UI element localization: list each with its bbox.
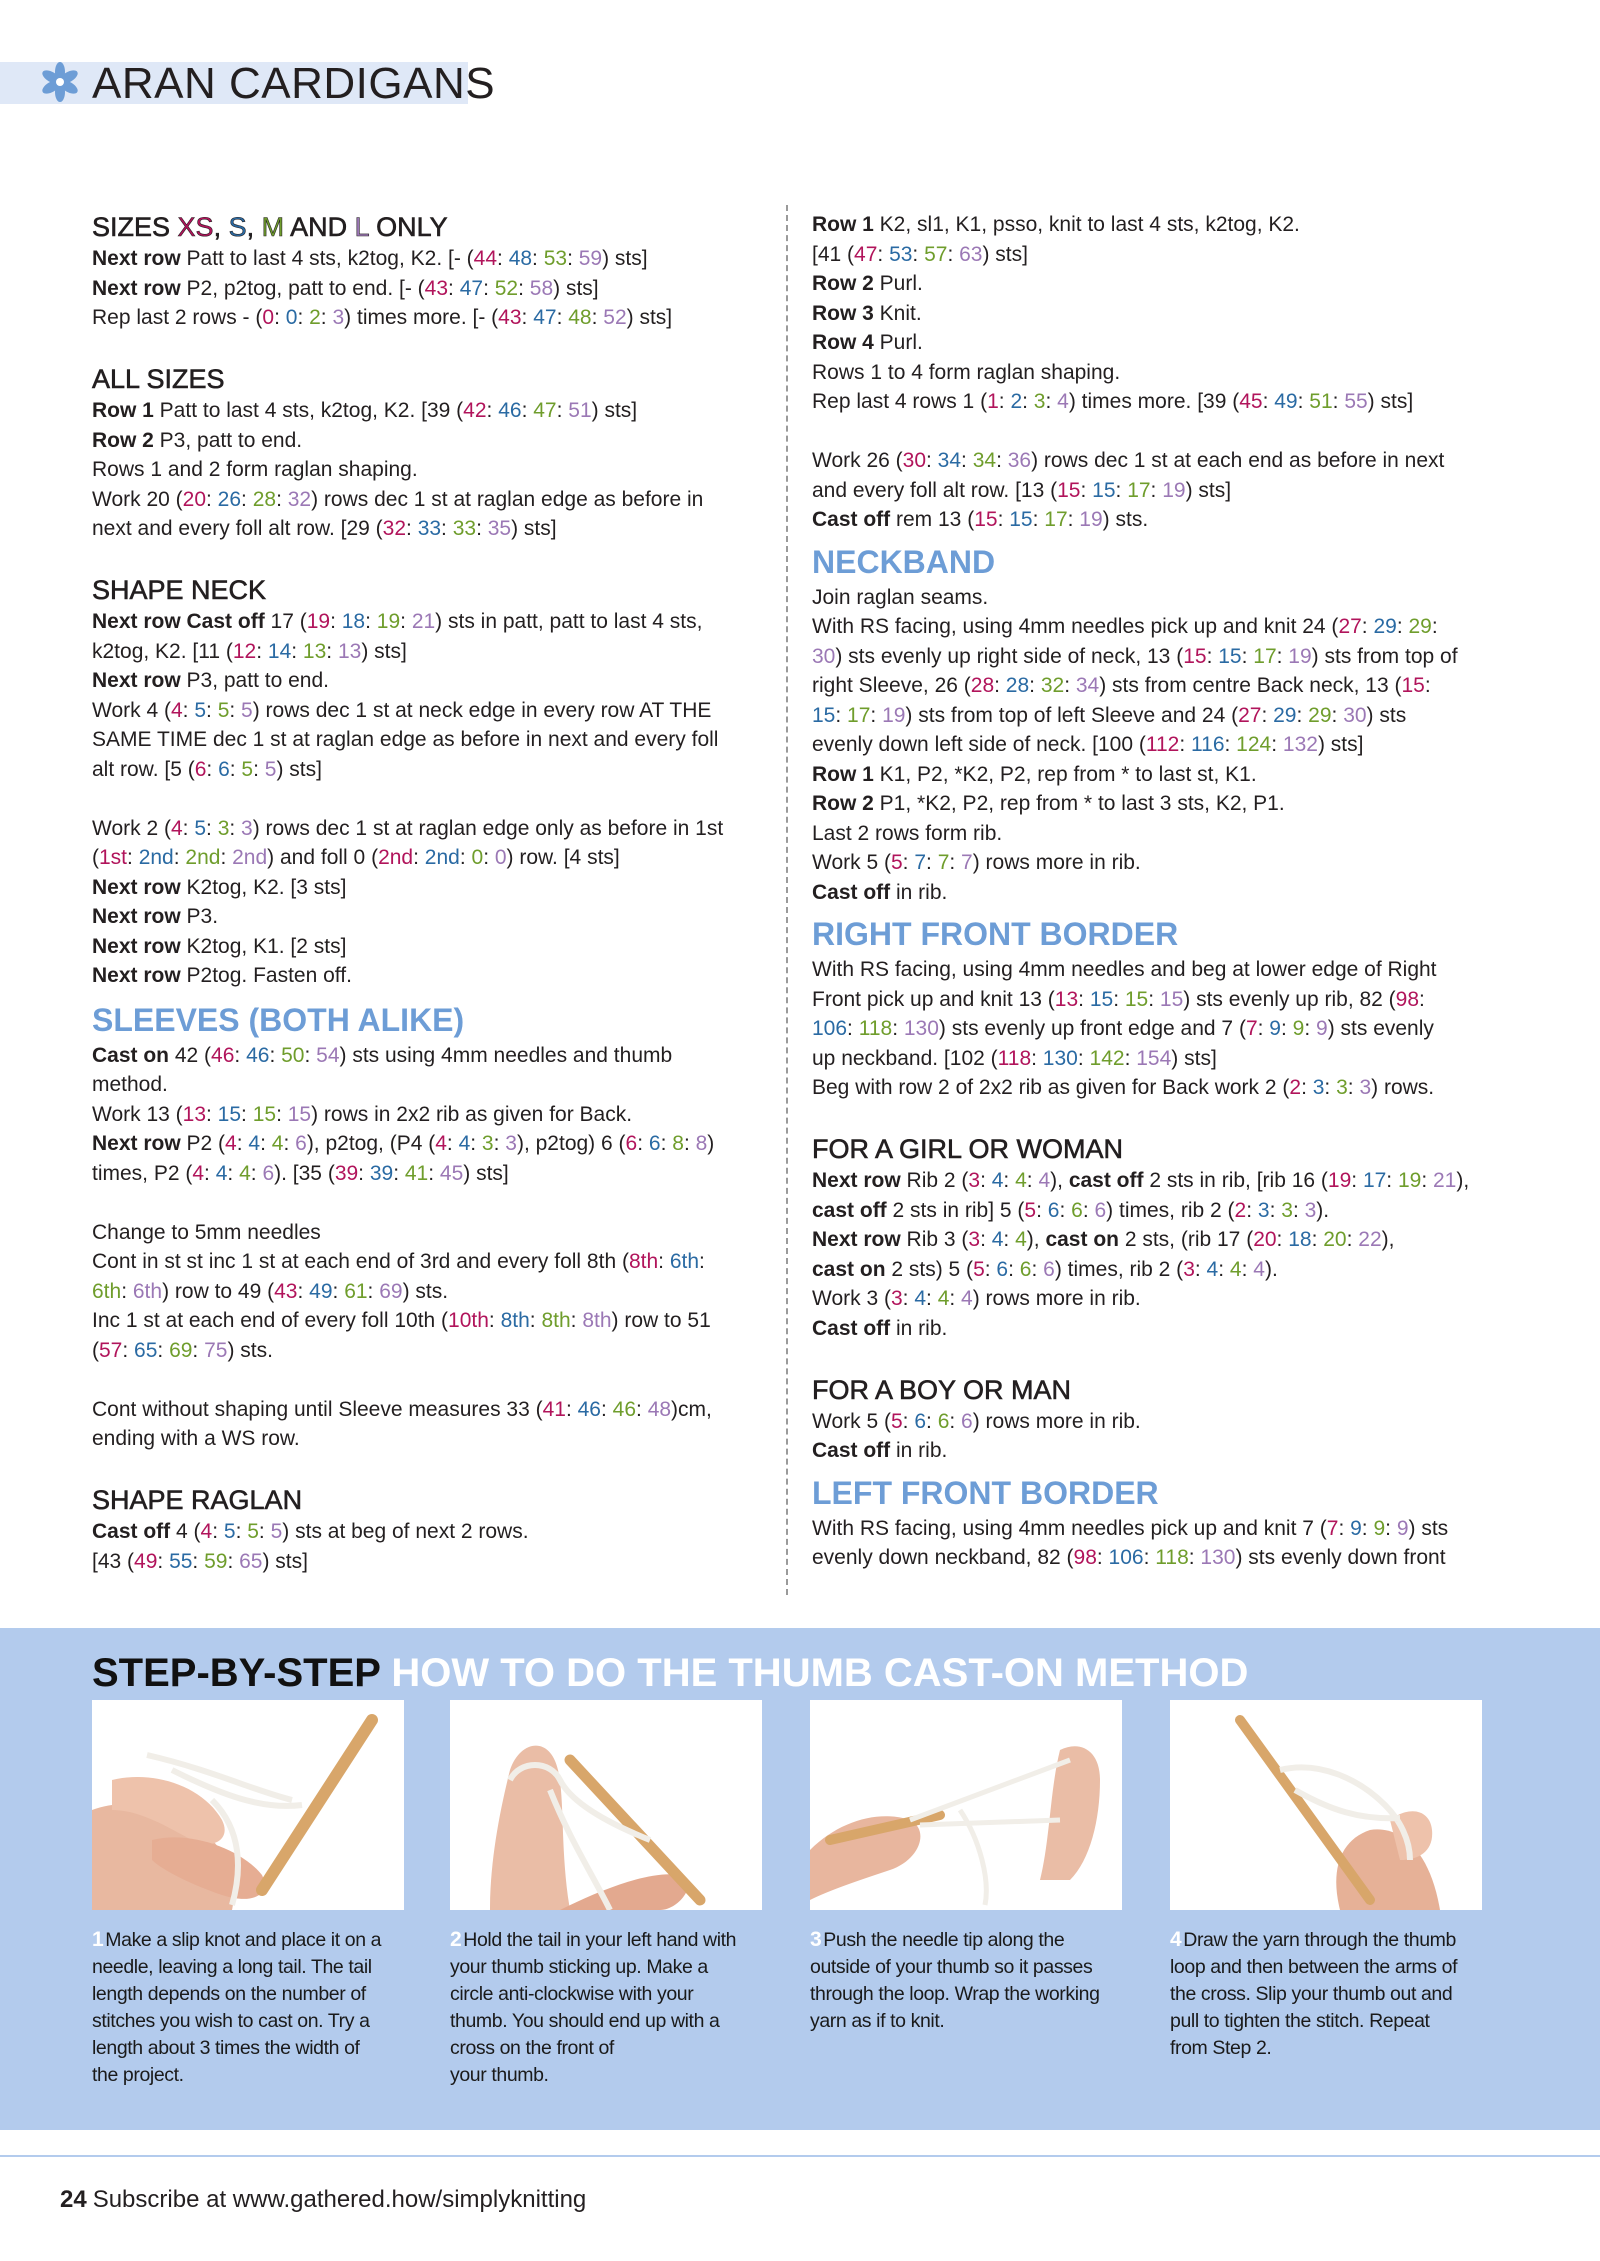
pattern-line: next and every foll alt row. [29 (32: 33: 33: 35) sts] xyxy=(92,517,557,540)
asterisk-flower-icon xyxy=(38,60,82,104)
heading-sleeves: SLEEVES (BOTH ALIKE) xyxy=(92,1001,465,1038)
page-title: ARAN CARDIGANS xyxy=(92,59,496,108)
pattern-line: Work 3 (3: 4: 4: 4) rows more in rib. xyxy=(812,1287,1141,1310)
pattern-line: Cont in st st inc 1 st at each end of 3rd and every foll 8th (8th: 6th: xyxy=(92,1250,705,1273)
pattern-line: Cast off in rib. xyxy=(812,880,948,904)
pattern-line: SAME TIME dec 1 st at raglan edge as before in next and every foll xyxy=(92,728,719,751)
step-3-text: 3 Push the needle tip along the outside of your thumb so it passes through the loop. Wrap the working yarn as if to knit. xyxy=(810,1928,1100,2032)
pattern-line: Next row K2tog, K2. [3 sts] xyxy=(92,875,347,899)
pattern-line: Cast off in rib. xyxy=(812,1316,948,1340)
step-4-photo xyxy=(1170,1700,1482,1910)
pattern-line: Work 5 (5: 7: 7: 7) rows more in rib. xyxy=(812,851,1141,874)
step-1-text: 1 Make a slip knot and place it on a needle, leaving a long tail. The tail length depends on the number of stitches you wish to cast on. Try a length about 3 times the width of the project. xyxy=(92,1928,382,2086)
pattern-line: Work 26 (30: 34: 34: 36) rows dec 1 st at each end as before in next xyxy=(812,449,1445,472)
pattern-line: Cont without shaping until Sleeve measures 33 (41: 46: 46: 48)cm, xyxy=(92,1397,712,1421)
pattern-line: Next row Rib 2 (3: 4: 4: 4), cast off 2 sts in rib, [rib 16 (19: 17: 19: 21), xyxy=(812,1169,1470,1192)
pattern-line: evenly down neckband, 82 (98: 106: 118: 130) sts evenly down front xyxy=(812,1546,1446,1569)
pattern-line: cast off 2 sts in rib] 5 (5: 6: 6: 6) times, rib 2 (2: 3: 3: 3). xyxy=(812,1198,1330,1222)
pattern-line: Work 5 (5: 6: 6: 6) rows more in rib. xyxy=(812,1409,1141,1433)
pattern-line: Row 4 Purl. xyxy=(812,331,923,354)
pattern-line: Beg with row 2 of 2x2 rib as given for Back work 2 (2: 3: 3: 3) rows. xyxy=(812,1076,1435,1099)
step-4-text: 4 Draw the yarn through the thumb loop and then between the arms of the cross. Slip your thumb out and pull to tighten the stitch. Repeat from Step 2. xyxy=(1170,1928,1458,2059)
pattern-line: Work 13 (13: 15: 15: 15) rows in 2x2 rib as given for Back. xyxy=(92,1102,633,1126)
pattern-line: Next row Cast off 17 (19: 18: 19: 21) sts in patt, patt to last 4 sts, xyxy=(92,610,703,633)
pattern-line: Row 2 P3, patt to end. xyxy=(92,428,303,452)
footer-rule xyxy=(0,2155,1600,2157)
pattern-line: Change to 5mm needles xyxy=(92,1220,321,1244)
heading-boy-or-man: FOR A BOY OR MAN xyxy=(812,1374,1072,1405)
pattern-line: Next row K2tog, K1. [2 sts] xyxy=(92,934,347,958)
pattern-line: Front pick up and knit 13 (13: 15: 15: 15) sts evenly up rib, 82 (98: xyxy=(812,987,1425,1011)
pattern-line: With RS facing, using 4mm needles and beg at lower edge of Right xyxy=(812,958,1437,981)
pattern-line: Row 1 K1, P2, *K2, P2, rep from * to last st, K1. xyxy=(812,762,1257,786)
step-2-photo xyxy=(450,1700,762,1910)
pattern-line: (1st: 2nd: 2nd: 2nd) and foll 0 (2nd: 2nd: 0: 0) row. [4 sts] xyxy=(92,846,620,869)
pattern-line: Join raglan seams. xyxy=(812,585,989,609)
pattern-line: Row 1 K2, sl1, K1, psso, knit to last 4 sts, k2tog, K2. xyxy=(812,213,1300,236)
pattern-line: right Sleeve, 26 (28: 28: 32: 34) sts from centre Back neck, 13 (15: xyxy=(812,674,1431,697)
pattern-line: 106: 118: 130) sts evenly up front edge and 7 (7: 9: 9: 9) sts evenly xyxy=(812,1017,1434,1040)
heading-sizes-xs-s-m-l: SIZES XS, S, M AND L ONLY xyxy=(92,212,448,242)
heading-all-sizes: ALL SIZES xyxy=(92,364,225,394)
pattern-line: Row 2 Purl. xyxy=(812,272,923,295)
pattern-line: Next row P3. xyxy=(92,905,219,928)
pattern-line: ending with a WS row. xyxy=(92,1427,300,1450)
pattern-line: method. xyxy=(92,1073,168,1096)
pattern-line: 6th: 6th) row to 49 (43: 49: 61: 69) sts. xyxy=(92,1279,449,1303)
pattern-line: Cast off 4 (4: 5: 5: 5) sts at beg of next 2 rows. xyxy=(92,1520,529,1543)
pattern-line: Rep last 4 rows 1 (1: 2: 3: 4) times more. [39 (45: 49: 51: 55) sts] xyxy=(812,390,1414,413)
pattern-line: Row 2 P1, *K2, P2, rep from * to last 3 sts, K2, P1. xyxy=(812,792,1285,815)
left-column xyxy=(92,210,792,1576)
pattern-line: Row 3 Knit. xyxy=(812,301,922,325)
pattern-line: Cast on 42 (46: 46: 50: 54) sts using 4mm needles and thumb xyxy=(92,1043,673,1067)
heading-girl-or-woman: FOR A GIRL OR WOMAN xyxy=(812,1134,1124,1164)
heading-shape-raglan: SHAPE RAGLAN xyxy=(92,1485,303,1515)
pattern-line: With RS facing, using 4mm needles pick up and knit 24 (27: 29: 29: xyxy=(812,615,1438,638)
pattern-line: Next row Rib 3 (3: 4: 4), cast on 2 sts, (rib 17 (20: 18: 20: 22), xyxy=(812,1228,1395,1251)
pattern-line: up neckband. [102 (118: 130: 142: 154) sts] xyxy=(812,1046,1217,1070)
pattern-line: Rep last 2 rows - (0: 0: 2: 3) times more. [- (43: 47: 48: 52) sts] xyxy=(92,306,673,329)
heading-right-front-border: RIGHT FRONT BORDER xyxy=(812,916,1179,952)
pattern-line: (57: 65: 69: 75) sts. xyxy=(92,1338,273,1362)
pattern-line: Next row P2 (4: 4: 4: 6), p2tog, (P4 (4: 4: 3: 3), p2tog) 6 (6: 6: 8: 8) xyxy=(92,1132,715,1155)
pattern-line: alt row. [5 (6: 6: 5: 5) sts] xyxy=(92,757,322,781)
pattern-line: Work 4 (4: 5: 5: 5) rows dec 1 st at neck edge in every row AT THE xyxy=(92,698,712,722)
page-number: 24 xyxy=(60,2186,87,2213)
heading-neckband: NECKBAND xyxy=(812,543,996,580)
pattern-line: and every foll alt row. [13 (15: 15: 17: 19) sts] xyxy=(812,478,1232,502)
heading-shape-neck: SHAPE NECK xyxy=(92,575,267,605)
pattern-line: Cast off rem 13 (15: 15: 17: 19) sts. xyxy=(812,508,1149,531)
pattern-line: evenly down left side of neck. [100 (112: 116: 124: 132) sts] xyxy=(812,733,1364,756)
pattern-line: Next row P2tog. Fasten off. xyxy=(92,964,352,987)
pattern-line: With RS facing, using 4mm needles pick up and knit 7 (7: 9: 9: 9) sts xyxy=(812,1516,1449,1540)
pattern-line: 30) sts evenly up right side of neck, 13 (15: 15: 17: 19) sts from top of xyxy=(812,644,1458,668)
subscribe-link[interactable]: Subscribe at www.gathered.how/simplyknitting xyxy=(92,2186,587,2213)
pattern-line: cast on 2 sts) 5 (5: 6: 6: 6) times, rib 2 (3: 4: 4: 4). xyxy=(812,1257,1278,1281)
pattern-line: Cast off in rib. xyxy=(812,1439,948,1462)
pattern-line: Next row P2, p2tog, patt to end. [- (43: 47: 52: 58) sts] xyxy=(92,276,599,300)
pattern-line: 15: 17: 19) sts from top of left Sleeve and 24 (27: 29: 29: 30) sts xyxy=(812,703,1407,727)
pattern-line: [43 (49: 55: 59: 65) sts] xyxy=(92,1549,308,1573)
step-1-photo xyxy=(92,1700,404,1910)
pattern-line: Row 1 Patt to last 4 sts, k2tog, K2. [39 (42: 46: 47: 51) sts] xyxy=(92,399,638,422)
pattern-line: [41 (47: 53: 57: 63) sts] xyxy=(812,242,1028,266)
pattern-line: Last 2 rows form rib. xyxy=(812,821,1003,845)
pattern-line: times, P2 (4: 4: 4: 6). [35 (39: 39: 41: 45) sts] xyxy=(92,1161,509,1185)
step-by-step-title: STEP-BY-STEP HOW TO DO THE THUMB CAST-ON METHOD xyxy=(92,1651,1249,1695)
step-3-photo xyxy=(810,1700,1122,1910)
step-2-text: 2 Hold the tail in your left hand with your thumb sticking up. Make a circle anti-clockwise with your thumb. You should end up with a cross on the front of your thumb. xyxy=(450,1928,737,2086)
footer xyxy=(60,2185,586,2215)
heading-left-front-border: LEFT FRONT BORDER xyxy=(812,1474,1159,1511)
pattern-line: Next row Patt to last 4 sts, k2tog, K2. [- (44: 48: 53: 59) sts] xyxy=(92,247,648,270)
pattern-line: Rows 1 to 4 form raglan shaping. xyxy=(812,360,1121,384)
pattern-line: k2tog, K2. [11 (12: 14: 13: 13) sts] xyxy=(92,639,407,663)
pattern-line: Inc 1 st at each end of every foll 10th (10th: 8th: 8th: 8th) row to 51 xyxy=(92,1309,711,1332)
right-column xyxy=(812,210,1512,1573)
pattern-line: Work 20 (20: 26: 28: 32) rows dec 1 st at raglan edge as before in xyxy=(92,487,704,511)
pattern-line: Next row P3, patt to end. xyxy=(92,669,329,692)
pattern-line: Rows 1 and 2 form raglan shaping. xyxy=(92,458,418,481)
pattern-line: Work 2 (4: 5: 3: 3) rows dec 1 st at raglan edge only as before in 1st xyxy=(92,816,724,840)
